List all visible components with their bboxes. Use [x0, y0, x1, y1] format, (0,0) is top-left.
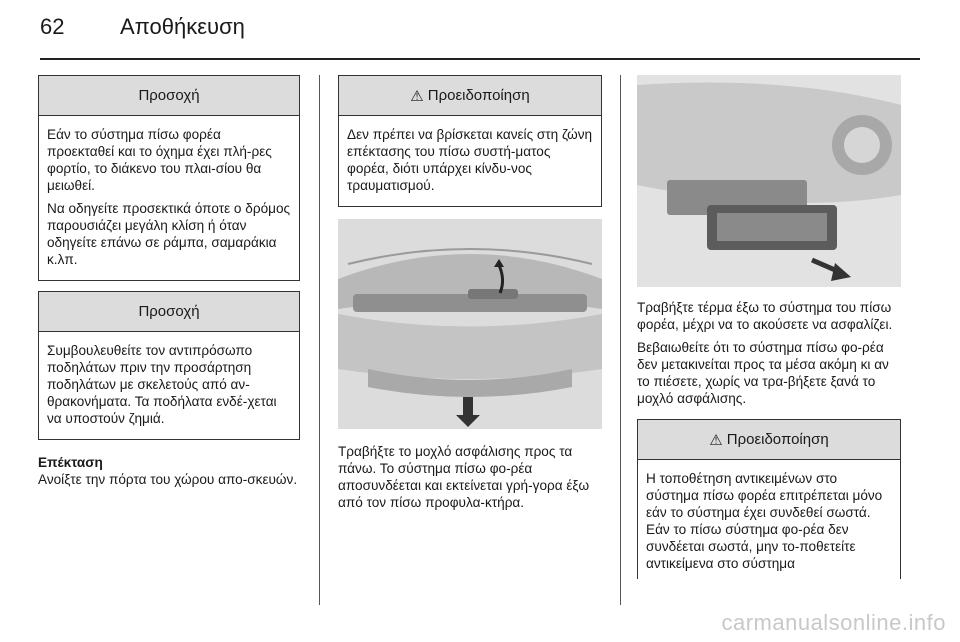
section-text: Ανοίξτε την πόρτα του χώρου απο-σκευών. — [38, 472, 298, 487]
caution-1-paragraph-1: Εάν το σύστημα πίσω φορέα προεκταθεί και το όχημα έχει πλή-ρες φορτίο, το διάκενο του πλαι-σίου θα μειωθεί. — [47, 127, 272, 193]
caution-body-1 — [39, 116, 299, 280]
caution-box-1 — [38, 75, 300, 281]
caution-box-2 — [38, 291, 300, 440]
warning-title-text-1: Προειδοποίηση — [427, 87, 530, 104]
warning-body-2 — [638, 460, 900, 579]
warning-body-1 — [339, 116, 601, 206]
watermark: carmanualsonline.info — [721, 610, 946, 635]
page-header — [40, 14, 920, 54]
warning-title-1 — [339, 76, 601, 116]
column-2 — [338, 75, 602, 511]
caution-1-paragraph-2: Να οδηγείτε προσεκτικά όποτε ο δρόμος παρουσιάζει μεγάλη κλίση ή όταν οδηγείτε επάνω σε ράμπα, σαμαράκια κ.λπ. — [47, 201, 291, 267]
caution-2-paragraph-1: Συμβουλευθείτε τον αντιπρόσωπο ποδηλάτων πριν την προσάρτηση ποδηλάτων με σκελετούς από αν-θρακονήματα. Τα ποδήλατα ενδέ-χεται να υποστούν ζημιά. — [47, 343, 277, 426]
warning-2-paragraph-1: Η τοποθέτηση αντικειμένων στο σύστημα πίσω φορέα επιτρέπεται μόνο εάν το σύστημα έχει συνδεθεί σωστά. Εάν το πίσω σύστημα φο-ρέα δεν συνδέεται σωστά, μην το-ποθετείτε αντικείμενα στο σύστημα — [646, 471, 883, 571]
header-rule — [40, 58, 920, 60]
column-3 — [637, 75, 901, 589]
illustration-carrier-extended — [637, 75, 901, 287]
warning-title-2 — [638, 420, 900, 460]
warning-box-1 — [338, 75, 602, 207]
caution-body-2 — [39, 332, 299, 439]
carrier-paragraph-1: Τραβήξτε τέρμα έξω το σύστημα του πίσω φορέα, μέχρι να το ακούσετε να ασφαλίζει. — [637, 300, 893, 332]
column-divider-2 — [620, 75, 621, 605]
warning-triangle-icon-2: ⚠ — [709, 431, 723, 449]
carrier-paragraph-2: Βεβαιωθείτε ότι το σύστημα πίσω φο-ρέα δεν μετακινείται προς τα μέσα ακόμη κι αν το πιέσετε, χωρίς να τρα-βήξετε ξανά το μοχλό ασφάλισης. — [637, 340, 889, 406]
carrier-instructions — [637, 299, 901, 407]
warning-box-2 — [637, 419, 901, 579]
column-divider-1 — [319, 75, 320, 605]
lever-instruction-text: Τραβήξτε το μοχλό ασφάλισης προς τα πάνω. Το σύστημα πίσω φο-ρέα αποσυνδέεται και εκτείνεται γρή-γορα έξω από τον πίσω προφυλα-κτήρα. — [338, 444, 590, 510]
caution-title-2: Προσοχή — [39, 292, 299, 332]
caution-title-1: Προσοχή — [39, 76, 299, 116]
illustration-lever-release — [338, 219, 602, 429]
column-1 — [38, 75, 300, 488]
warning-1-paragraph-1: Δεν πρέπει να βρίσκεται κανείς στη ζώνη επέκτασης του πίσω συστή-ματος φορέα, διότι υπάρχει κίνδυ-νος τραυματισμού. — [347, 127, 593, 193]
section-heading: Επέκταση — [38, 455, 103, 470]
page-title: Αποθήκευση — [120, 14, 245, 39]
extension-section — [38, 454, 300, 488]
warning-title-text-2: Προειδοποίηση — [726, 431, 829, 448]
page-number: 62 — [40, 14, 65, 39]
warning-triangle-icon: ⚠ — [410, 87, 424, 105]
